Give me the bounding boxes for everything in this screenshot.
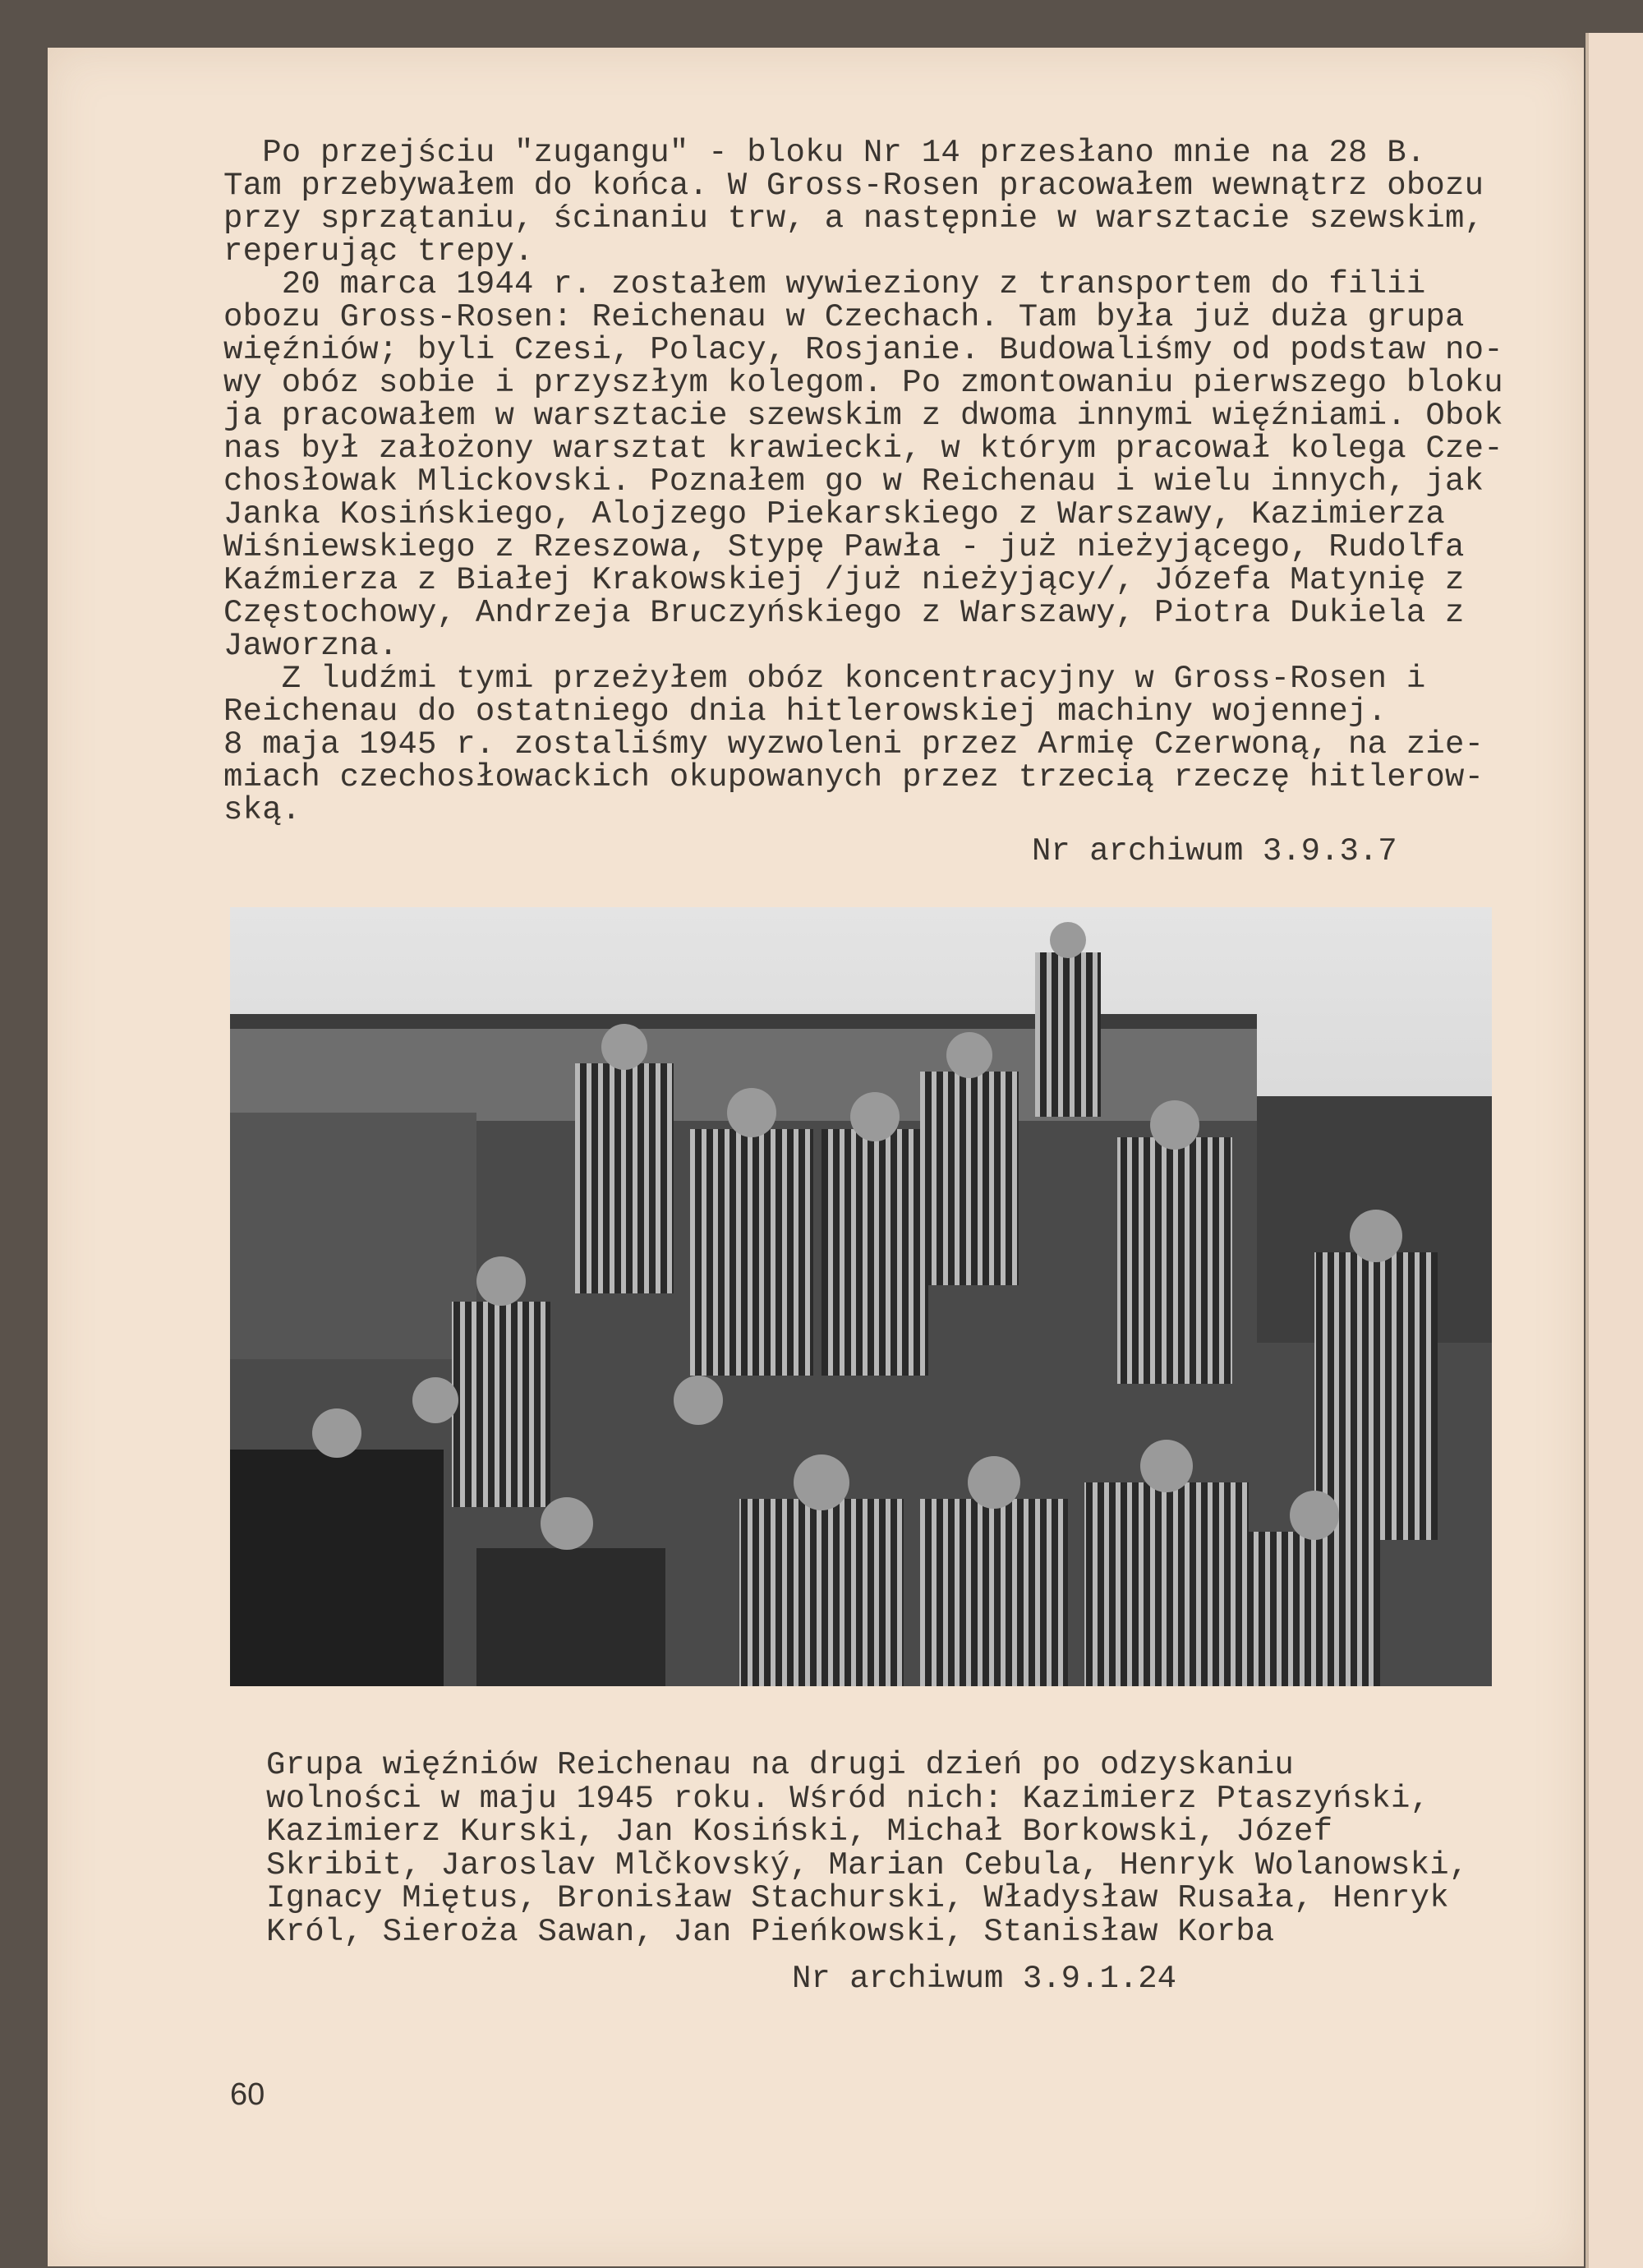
text-line: wy obóz sobie i przyszłym kolegom. Po zmontowaniu pierwszego bloku <box>223 365 1503 401</box>
text-line: Tam przebywałem do końca. W Gross-Rosen pracowałem wewnątrz obozu <box>223 168 1484 204</box>
text-line: miach czechosłowackich okupowanych przez trzecią rzeczę hitlerow- <box>223 759 1484 795</box>
body-text <box>223 136 1503 827</box>
text-line: chosłowak Mlickovski. Poznałem go w Reichenau i wielu innych, jak <box>223 463 1484 500</box>
text-line: Reichenau do ostatniego dnia hitlerowskiej machiny wojennej. <box>223 694 1388 730</box>
caption-line: wolności w maju 1945 roku. Wśród nich: Kazimierz Ptaszyński, <box>266 1780 1430 1817</box>
caption-line: Ignacy Miętus, Bronisław Stachurski, Władysław Rusała, Henryk <box>266 1880 1449 1916</box>
archive-number: Nr archiwum 3.9.3.7 <box>1032 833 1397 869</box>
next-page-edge <box>1585 33 1643 2268</box>
caption-line: Skribit, Jaroslav Mlčkovský, Marian Cebula, Henryk Wolanowski, <box>266 1846 1469 1883</box>
text-line: przy sprzątaniu, ścinaniu trw, a następnie w warsztacie szewskim, <box>223 201 1484 237</box>
caption-line: Grupa więźniów Reichenau na drugi dzień po odzyskaniu <box>266 1747 1295 1783</box>
group-photo <box>230 907 1492 1686</box>
text-line: ja pracowałem w warsztacie szewskim z dwoma innymi więźniami. Obok <box>223 398 1503 434</box>
text-line: Częstochowy, Andrzeja Bruczyńskiego z Warszawy, Piotra Dukiela z <box>223 595 1465 631</box>
text-line: Jaworzna. <box>223 628 398 664</box>
photo-caption <box>266 1749 1468 1948</box>
text-line: ską. <box>223 792 301 828</box>
text-line: obozu Gross-Rosen: Reichenau w Czechach. Tam była już duża grupa <box>223 299 1465 335</box>
caption-archive-number: Nr archiwum 3.9.1.24 <box>792 1961 1177 1997</box>
text-line: 20 marca 1944 r. zostałem wywieziony z transportem do filii <box>223 266 1426 302</box>
text-line: więźniów; byli Czesi, Polacy, Rosjanie. Budowaliśmy od podstaw no- <box>223 332 1503 368</box>
text-line: 8 maja 1945 r. zostaliśmy wyzwoleni przez Armię Czerwoną, na zie- <box>223 726 1484 763</box>
text-line: nas był założony warsztat krawiecki, w którym pracował kolega Cze- <box>223 431 1503 467</box>
page-number: 60 <box>230 2077 265 2112</box>
caption-line: Król, Sieroża Sawan, Jan Pieńkowski, Stanisław Korba <box>266 1913 1275 1950</box>
caption-line: Kazimierz Kurski, Jan Kosiński, Michał Borkowski, Józef <box>266 1814 1333 1850</box>
text-line: Z ludźmi tymi przeżyłem obóz koncentracyjny w Gross-Rosen i <box>223 661 1426 697</box>
text-line: Kaźmierza z Białej Krakowskiej /już nieżyjący/, Józefa Matynię z <box>223 562 1465 598</box>
book-page <box>48 48 1584 2266</box>
text-line: Janka Kosińskiego, Alojzego Piekarskiego z Warszawy, Kazimierza <box>223 496 1446 532</box>
text-line: reperując trepy. <box>223 233 534 270</box>
text-line: Po przejściu "zugangu" - bloku Nr 14 przesłano mnie na 28 B. <box>223 135 1426 171</box>
text-line: Wiśniewskiego z Rzeszowa, Stypę Pawła - już nieżyjącego, Rudolfa <box>223 529 1465 565</box>
